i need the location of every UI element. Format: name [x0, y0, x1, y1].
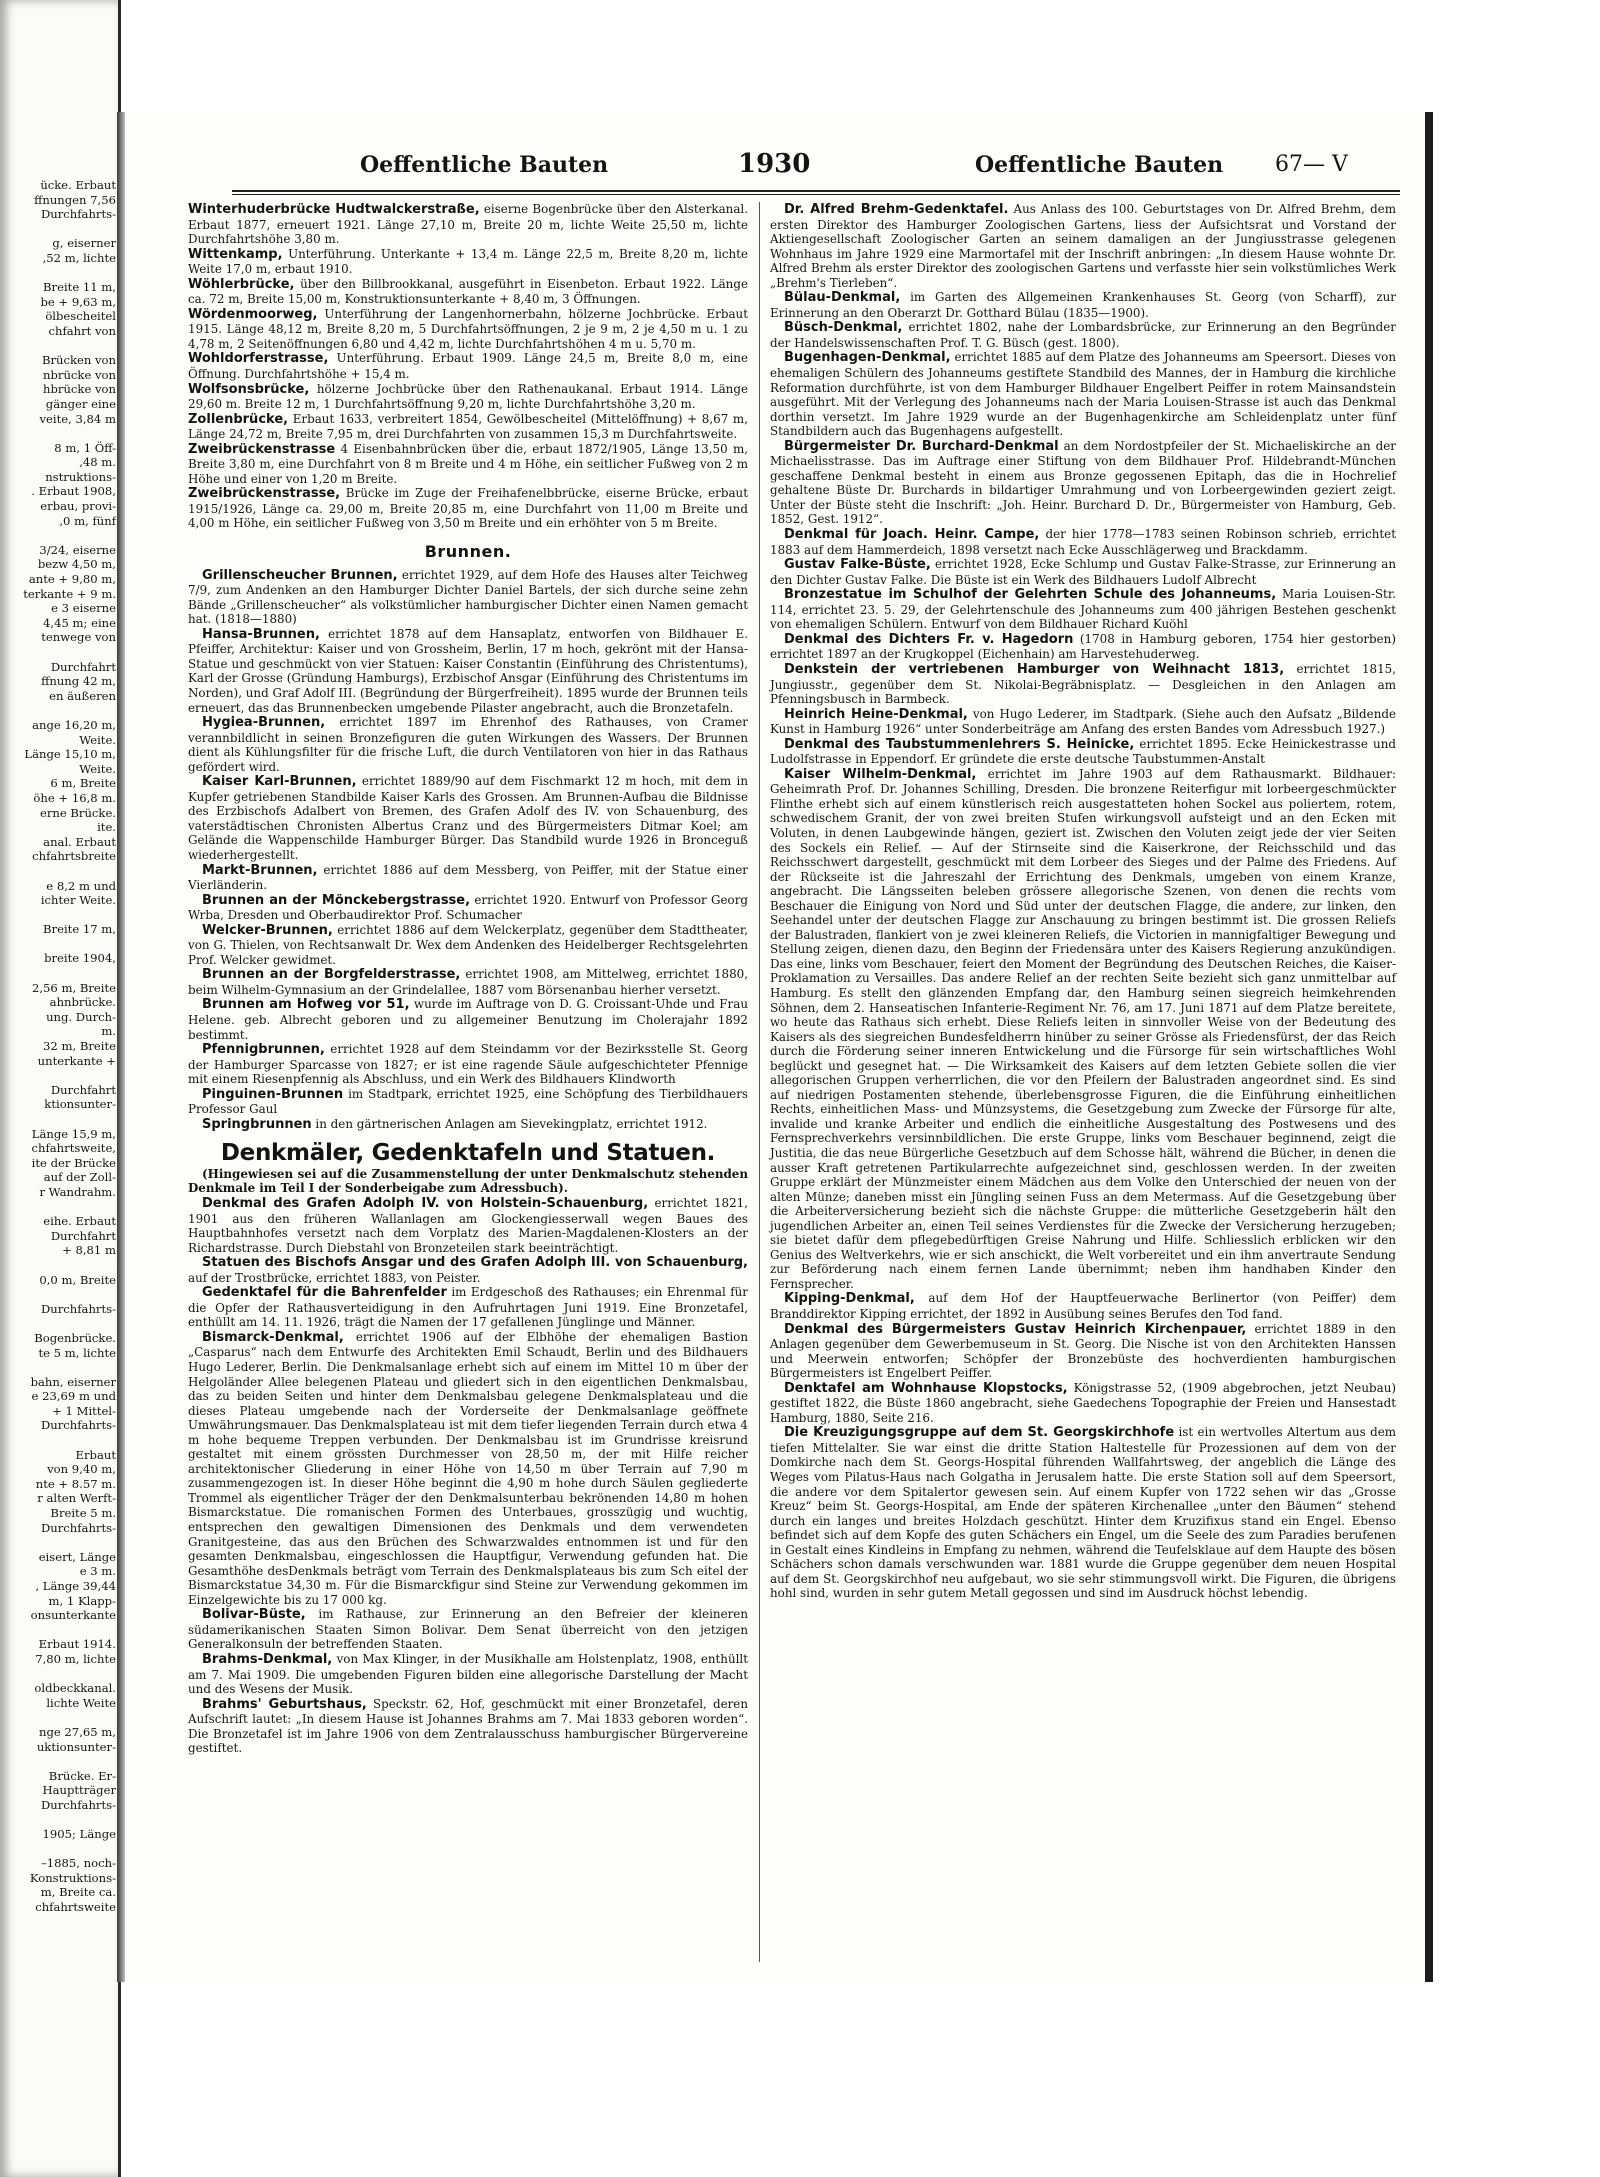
fountain-entry-text: wurde im Auftrage von D. G. Croissant-Uhde und Frau Helene. geb. Albrecht geboren und zu allgemeiner Benutzung im Cholerajahr 1892 bestimmt. [188, 997, 748, 1042]
previous-page-line: eihe. Erbaut [43, 1214, 116, 1229]
previous-page-line [4, 1842, 116, 1857]
previous-page-line: breite 1904, [44, 951, 116, 966]
previous-page-line [4, 1258, 116, 1273]
previous-page-line: 8 m, 1 Öff- [54, 440, 116, 455]
previous-page-line [4, 1710, 116, 1725]
bridge-entry-text: über den Billbrookkanal, ausgeführt in Eisenbeton. Erbaut 1922. Länge ca. 72 m, Breite 15,00 m, Konstruktionsunterkante + 8,40 m, 3 Öffnungen. [188, 276, 748, 307]
previous-page-line [4, 1068, 116, 1083]
monument-entry-text: errichtet im Jahre 1903 auf dem Rathausmarkt. Bildhauer: Geheimrath Prof. Dr. Johannes Schilling, Dresden. Die bronzene Reiterfigur mit lorbeergeschmückter Flinthe erhebt sich auf einem künstlerisch reich ausgestatteten hohen Sockel aus poliertem, rotem, schwedischem Granit, der von zwei breiten Stufen wirkungsvoll aufsteigt und an den Ecken mit Voluten, in denen Laubgewinde hängen, geziert ist. Zwischen den Voluten zeigt jede der vier Seiten des Sockels ein Relief. — Auf der Stirnseite sind die Kaiserkrone, der Reichsschild und das Reichsschwert dargestellt, geschmückt mit dem Lorbeer des Sieges und der Palme des Friedens. Auf der Rückseite ist die Jahreszahl der Errichtung des Denkmals, umgeben von einem Kranze, angebracht. Die Längsseiten beleben grössere allegorische Szenen, von denen die rechts vom Beschauer die Einigung von Nord und Süd unter der deutschen Flagge, die andere, zur linken, den Seehandel unter der deutschen Flagge zur Anschauung zu bringen bestimmt ist. Die grossen Reliefs der Balustraden, flankiert von je zwei kleineren Reliefs, die Victorien in mannigfaltiger Bewegung und Stellung zeigen, dienen dazu, den Beginn der Friedensära unter des Kaisers Regierung anzukündigen. Das eine, links vom Beschauer, feiert den Moment der Begründung des Deutschen Reiches, die Kaiser-Proklamation zu Versailles. Das andere Relief an der rechten Seite bezieht sich ganz unmittelbar auf Hamburg. Es stellt den glänzenden Empfang dar, den Hamburg seinen siegreich heimkehrenden Söhnen, dem 2. Hanseatischen Infanterie-Regiment Nr. 76, am 17. Juni 1871 auf dem Platze bereitete, wo heute das Rathaus sich erhebt. Diese Reliefs leiten in sinnvoller Weise von der Bedeutung des Kaisers als des siegreichen Bundesfeldherrn hinüber zu seiner Grösse als Friedensfürst, der das Reich durch die Förderung seiner inneren Entwickelung und die Fürsorge für sein wirtschaftliches Wohl beglückt und gesegnet hat. — Die Wirksamkeit des Kaisers auf dem letzten Gebiete sollen die vier allegorischen Gruppen verherrlichen, die vor den Pfeilern der Balustraden angeordnet sind. Es sind auf niedrigen Postamenten stehende, überlebensgrosse Figuren, die die Einführung einheitlichen Rechts, einheitlichen Mass- und Münzsystems, die Gesetzgebung zum Zwecke der Fürsorge für alte, invalide und kranke Arbeiter und endlich die einheitliche Ausgestaltung des Postwesens und des Fernsprechverkehrs versinnbildlichen. Die erste Gruppe, links vom Beschauer beginnend, zeigt die Justitia, die das neue Bürgerliche Gesetzbuch auf dem Schosse hält, während die Bücher, in denen die ausser Kraft getretenen Partikularrechte aufgezeichnet sind, geschlossen werden. In der zweiten Gruppe erklärt der Münzmeister einem Mädchen aus dem Volke den Unterschied der neuen von der alten Münze; daneben misst ein Jüngling seinen Fuss an dem Metermass. Auf die Gesetzgebung über die Arbeiterversicherung bezieht sich die nächste Gruppe: die mütterliche Gesetzgeberin hält den jugendlichen Arbeiter an, einen Teil seines Verdienstes für die Zwecke der Versicherung herzugeben; sie bietet dafür dem pflegebedürftigen Greise Nahrung und Hilfe. Schliesslich erblicken wir den Genius des Weltverkehrs, wie er sich anschickt, die Welt vorbereitet und ein ihm anvertraute Sendung zur Beförderung nach einem fernen Lande übernimmt; neben ihm handhaben Kinder den Fernsprecher. [770, 766, 1396, 1291]
previous-page-line [4, 1535, 116, 1550]
monument-entry [188, 1285, 748, 1330]
monument-entry-title: Brahms' Geburtshaus, [202, 1696, 367, 1712]
previous-page-line: anal. Erbaut [43, 834, 116, 849]
previous-page-line: ,52 m, lichte [42, 250, 116, 265]
monument-entry [770, 557, 1396, 587]
previous-page-line [4, 266, 116, 281]
previous-page-line [4, 222, 116, 237]
fountain-entry [188, 568, 748, 627]
previous-page-line: chfahrt von [48, 323, 116, 338]
previous-page-line: ffnungen 7,56 [34, 192, 116, 207]
previous-page-line [4, 645, 116, 660]
bridge-entry-title: Wördenmoorweg, [188, 306, 318, 322]
monument-entry [188, 1196, 748, 1255]
fountain-entry-text: errichtet 1886 auf dem Welckerplatz, gegenüber dem Stadttheater, von G. Thielen, von Rechtsanwalt Dr. Wex dem Andenken des Heidelberger Rechtsgelehrten Prof. Welcker gewidmet. [188, 922, 748, 967]
denkmal-heading: Denkmäler, Gedenktafeln und Statuen. [220, 1140, 716, 1167]
page-header [230, 149, 1400, 188]
previous-page-line: bezw 4,50 m, [37, 557, 116, 572]
previous-page-line: Durchfahrts- [40, 207, 116, 222]
fountain-entry-text: errichtet 1889/90 auf dem Fischmarkt 12 m hoch, mit dem in Kupfer getriebenen Standbilde Kaiser Karls des Grossen. Am Brunnen-Aufbau die Bildnisse des Erzbischofs Adalbert von Bremen, des Grafen Adolf des IV. von Schauenburg, des vaterstädtischen Chronisten Albertus Cranz und des Bürgermeisters Ditmar Koel; am Gelände die Wappenschilde Hamburger Bürger. Das Standbild wurde 1926 in Bronceguß wiederhergestellt. [188, 774, 748, 862]
bridge-entry-text: Unterführung. Erbaut 1909. Länge 24,5 m, Breite 8,0 m, eine Öffnung. Durchfahrtshöhe + 15,4 m. [188, 351, 748, 382]
bridge-entry-title: Winterhuderbrücke Hudtwalckerstraße, [188, 202, 480, 217]
previous-page-line: chfahrtsweite, [31, 1141, 116, 1156]
previous-page-line: Hauptträger [42, 1783, 116, 1798]
denkmal-list-left [188, 1196, 748, 1756]
previous-page-text [4, 178, 116, 1915]
previous-page-line: 7,80 m, lichte [35, 1651, 116, 1666]
previous-page-line: r alten Werft- [37, 1491, 116, 1506]
previous-page-line: ffnung 42 m, [41, 674, 116, 689]
previous-page-line: Erbaut 1914. [38, 1637, 116, 1652]
fountain-entry-title: Grillenscheucher Brunnen, [202, 567, 398, 583]
monument-entry-text: errichtet 1895. Ecke Heinickestrasse und Ludolfstrasse in Eppendorf. Er gründete die erste deutsche Taubstummen-Anstalt [770, 736, 1396, 767]
monument-entry-title: Bülau-Denkmal, [784, 290, 901, 306]
previous-page-line: g, eiserner [52, 236, 116, 251]
previous-page-line: Durchfahrt [50, 1082, 116, 1097]
monument-entry-title: Kipping-Denkmal, [784, 1291, 915, 1307]
monument-entry-title: Gustav Falke-Büste, [784, 557, 931, 573]
monument-entry-title: Bugenhagen-Denkmal, [784, 350, 951, 366]
fountain-entry-title: Welcker-Brunnen, [202, 922, 333, 938]
monument-entry-title: Statuen des Bischofs Ansgar und des Grafen Adolph III. von Schauenburg, [202, 1255, 748, 1271]
header-rule-thin [232, 194, 1400, 195]
previous-page-line [4, 1754, 116, 1769]
previous-page-line [4, 1200, 116, 1215]
monument-entry-text: errichtet 1906 auf der Elbhöhe der ehemaligen Bastion „Casparus“ nach dem Entwurfe des Architekten Emil Schaudt, Berlin und des Bildhauers Hugo Lederer, Berlin. Die Denkmalsanlage erhebt sich auf einem im Mittel 10 m über der Helgoländer Allee belegenen Plateau und gliedert sich in den eigentlichen Denkmalsbau, das zu beiden Seiten und hinter dem Denkmalsbau gelegene Denkmalsplateau und die dieses Plateau umgebende nach der Vorderseite der Denkmalsanlage geöffnete Umwährungsmauer. Das Denkmalsplateau ist mit dem tiefer liegenden Terrain durch etwa 4 m hohe bequeme Treppen verbunden. Der Denkmalsbau ist im Grundrisse kreisrund gestaltet mit einem grössten Durchmesser von 28,50 m, der mit Hilfe reicher architektonischer Gliederung in einer Höhe von 14,50 m über Terrain auf 7,90 m zusammengezogen ist. In dieser Höhe beginnt die 4,90 m hohe durch Säulen gegliederte Trommel als eigentlicher Träger der den Denkmalsunterbau bekrönenden 14,80 m hohen Bismarckstatue. Die romanischen Formen des Unterbaues, grosszügig und wuchtig, entsprechen den gewaltigen Dimensionen des Denkmals und dem verwendeten Granitgesteine, das aus den Brüchen des Schwarzwaldes entnommen ist und für den gesamten Denkmalsbau, eingeschlossen die Hauptfigur, Verwendung gefunden hat. Die Gesamthöhe desDenkmals beträgt vom Terrain des Denkmalsplateaus bis zum Sch eitel der Bismarckstatue 34,30 m. Für die Bismarckfigur sind Steine zur Verwendung gekommen im Einzelgewichte bis zu 17 000 kg. [188, 1329, 748, 1607]
previous-page-line [4, 864, 116, 879]
previous-page-line: bahn, eiserner [30, 1374, 116, 1389]
fountain-entry [188, 923, 748, 968]
previous-page-line: be + 9,63 m, [40, 294, 116, 309]
previous-page-line: Brücken von [41, 353, 116, 368]
monument-entry-title: Brahms-Denkmal, [202, 1651, 333, 1667]
previous-page-line: ,48 m. [79, 455, 116, 470]
header-right-title: Oeffentliche Bauten [975, 152, 1224, 178]
previous-page-line: Breite 11 m, [43, 280, 116, 295]
previous-page-line: Länge 15,10 m, [24, 747, 116, 762]
brunnen-heading: Brunnen. [424, 542, 512, 562]
bridge-entry [188, 277, 748, 307]
fountain-entry-text: errichtet 1920. Entwurf von Professor Georg Wrba, Dresden und Oberbaudirektor Prof. Schumacher [188, 892, 748, 923]
fountain-entry-text: errichtet 1908, am Mittelweg, errichtet 1880, beim Wilhelm-Gymnasium an der Grindelallee, 1887 vom Börsenanbau hierher versetzt. [188, 967, 748, 997]
previous-page-line [4, 1360, 116, 1375]
monument-entry [188, 1330, 748, 1607]
fountain-entry-title: Hansa-Brunnen, [202, 626, 320, 642]
monument-entry-title: Denkmal des Bürgermeisters Gustav Heinrich Kirchenpauer, [784, 1321, 1247, 1337]
monument-entry [770, 767, 1396, 1292]
previous-page-line: 3/24, eiserne [39, 542, 116, 557]
previous-page-line: ante + 9,80 m, [28, 572, 116, 587]
previous-page-line: ite. [97, 820, 116, 835]
previous-page-line [4, 528, 116, 543]
bridge-entry-text: Brücke im Zuge der Freihafenelbbrücke, eiserne Brücke, erbaut 1915/1926, Länge ca. 29,00 m, Breite 20,85 m, eine Durchfahrt von 11,00 m Breite und 4,00 m Höhe, ein seitlicher Fußweg von 3,50 m Breite und ein erhöhter von 5 m Breite. [188, 486, 748, 531]
fountain-entry-title: Pinguinen-Brunnen [202, 1086, 344, 1102]
monument-entry-title: Dr. Alfred Brehm-Gedenktafel. [784, 202, 1009, 217]
bridge-entry-title: Zollenbrücke, [188, 411, 289, 427]
previous-page-line: Breite 17 m, [43, 922, 116, 937]
fountain-entry [188, 893, 748, 923]
fountain-entry [188, 1117, 748, 1133]
fountain-entry [188, 1042, 748, 1087]
fountain-entry-text: errichtet 1929, auf dem Hofe des Hauses alter Teichweg 7/9, zum Andenken an den Hamburger Dichter Daniel Bartels, der sich durche seine zehn Bände „Grillenscheucher“ als volkstümlicher hamburgischer Dichter einen Namen gemacht hat. (1818—1880) [188, 567, 748, 627]
monument-entry-text: errichtet 1885 auf dem Platze des Johanneums am Speersort. Dieses von ehemaligen Schülern des Johanneums gestiftete Standbild des Mannes, der in Hamburg die kirchliche Reformation durchführte, ist von dem Hamburger Bildhauer Engelbert Peiffer in rotem Mainsandstein ausgeführt. Mit der Verlegung des Johanneums nach der Maria Louisen-Strasse ist auch das Denkmal dorthin versetzt. Im Jahre 1929 wurde an der Bugenhagenkirche am Schleidenplatz unter fünf Standbildern auch das Bugenhagens aufgestellt. [770, 350, 1396, 439]
previous-page-line [4, 908, 116, 923]
monument-entry [770, 320, 1396, 350]
bridge-entry-text: eiserne Bogenbrücke über den Alsterkanal. Erbaut 1877, erneuert 1921. Länge 27,10 m, Breite 20 m, lichte Weite 25,50 m, lichte Durchfahrtshöhe 3,80 m. [188, 202, 749, 247]
bridge-entry-text: 4 Eisenbahnbrücken über die, erbaut 1872/1905, Länge 13,50 m, Breite 3,80 m, eine Durchfahrt von 8 m Breite und 4 m Höhe, ein seitlicher Fußweg von 2 m Höhe und einer von 1,20 m Breite. [188, 441, 748, 486]
previous-page-line: te 5 m, lichte [38, 1345, 116, 1360]
previous-page-line: gänger eine [45, 396, 116, 411]
previous-page-line: öhe + 16,8 m. [33, 790, 116, 805]
previous-page-line: eisert, Länge [38, 1549, 116, 1564]
bridge-entry-title: Zweibrückenstrasse [188, 441, 336, 457]
monument-entry [770, 1322, 1396, 1381]
column-separator [759, 202, 760, 1962]
bridge-entry [188, 247, 748, 277]
fountain-entry-title: Brunnen an der Borgfelderstrasse, [202, 967, 461, 983]
previous-page-line: Weite. [79, 732, 116, 747]
bridge-entry-text: Unterführung der Langenhornerbahn, hölzerne Jochbrücke. Erbaut 1915. Länge 48,12 m, Breite 8,20 m, 5 Durchfahrtsöffnungen, 2 je 9 m, 2 je 4,50 m u. 1 zu 4,78 m, 2 Seitenöffnungen 6,80 und 4,42 m, lichte Durchfahrtshöhen 4 m u. 5,70 m. [188, 306, 748, 351]
previous-page-line: ange 16,20 m, [32, 717, 116, 732]
monument-entry [770, 1291, 1396, 1321]
fountain-entry [188, 774, 748, 862]
previous-page-line: ite der Brücke [31, 1155, 116, 1170]
fountain-entry-title: Pfennigbrunnen, [202, 1042, 325, 1058]
monument-entry-title: Bolivar-Büste, [202, 1607, 306, 1623]
monument-entry-text: auf dem Hof der Hauptfeuerwache Berlinertor (von Peiffer) dem Branddirektor Kipping errichtet, der 1892 in Ausübung seines Berufes den Tod fand. [770, 1291, 1396, 1322]
monument-entry [770, 350, 1396, 438]
previous-page-line [4, 703, 116, 718]
previous-page-line: ahnbrücke. [49, 995, 116, 1010]
bridge-entry [188, 442, 748, 487]
previous-page-line: Konstruktions- [29, 1870, 116, 1885]
left-column [188, 202, 748, 1756]
previous-page-line [4, 1433, 116, 1448]
previous-page-line: 0,0 m, Breite [39, 1272, 116, 1287]
monument-entry [770, 527, 1396, 557]
previous-page-line: m, Breite ca. [40, 1885, 116, 1900]
fountain-entry [188, 863, 748, 893]
monument-entry-text: (1708 in Hamburg geboren, 1754 hier gestorben) errichtet 1897 an der Krugkoppel (Eichenhain) am Harvestehuderweg. [770, 631, 1396, 662]
previous-page-line: onsunterkante [30, 1608, 116, 1623]
monument-entry [770, 737, 1396, 767]
previous-page-line: uktionsunter- [36, 1739, 116, 1754]
denkmal-note: (Hingewiesen sei auf die Zusammenstellung der unter Denkmalschutz stehenden Denkmale im Teil I der Sonderbeigabe zum Adressbuch). [188, 1166, 748, 1196]
previous-page-line: auf der Zoll- [43, 1170, 116, 1185]
previous-page-line: ücke. Erbaut [40, 178, 116, 192]
previous-page-line: m, 1 Klapp- [48, 1593, 116, 1608]
monument-entry [770, 587, 1396, 632]
previous-page-line [4, 426, 116, 441]
previous-page-line [4, 1813, 116, 1828]
bridge-entry-text: Erbaut 1633, verbreitert 1854, Gewölbescheitel (Mittelöffnung) + 8,67 m, Länge 24,72 m, Breite 7,95 m, drei Durchfahrten von zusammen 15,3 m Durchfahrtsweite. [188, 411, 748, 442]
previous-page-line: lichte Weite [46, 1695, 116, 1710]
fountain-entry [188, 627, 748, 715]
monument-entry-title: Bismarck-Denkmal, [202, 1329, 344, 1345]
monument-entry-title: Bronzestatue im Schulhof der Gelehrten Schule des Johanneums, [784, 587, 1277, 603]
bridge-entry [188, 382, 748, 412]
monument-entry-title: Denkstein der vertriebenen Hamburger von Weihnacht 1813, [784, 661, 1285, 677]
fountain-entry-text: errichtet 1897 im Ehrenhof des Rathauses, von Cramer verannbildlicht in seinen Bronzefiguren die guten Wirkungen des Wassers. Der Brunnen dient als Kühlungsfilter für die frische Luft, die durch Ventilatoren von hier in das Rathaus gefördert wird. [188, 715, 748, 774]
previous-page-line: ölbescheitel [45, 309, 116, 324]
monument-entry [188, 1255, 748, 1285]
header-left-title: Oeffentliche Bauten [360, 152, 609, 178]
previous-page-line: Länge 15,9 m, [31, 1126, 116, 1141]
fountain-entry [188, 967, 748, 997]
fountain-entry-title: Hygiea-Brunnen, [202, 715, 326, 731]
previous-page-line: Breite 5 m. [50, 1506, 116, 1521]
header-page-number: 67— V [1275, 152, 1348, 177]
previous-page-line: + 8,81 m [62, 1243, 116, 1258]
monument-entry-title: Bürgermeister Dr. Burchard-Denkmal [784, 438, 1059, 454]
fountain-entry-title: Kaiser Karl-Brunnen, [202, 774, 357, 790]
previous-page-line: nbrücke von [43, 367, 116, 382]
monument-entry-text: von Hugo Lederer, im Stadtpark. (Siehe auch den Aufsatz „Bildende Kunst in Hamburg 1926“ unter Sonderbeiträge am Anfang des ersten Bandes vom Adressbuch 1927.) [770, 706, 1396, 737]
previous-page-line: chfahrtsweite [35, 1900, 116, 1915]
previous-page-line: e 3 eiserne [51, 601, 116, 616]
previous-page-line: . Erbaut 1908, [31, 484, 116, 499]
previous-page-line: chfahrtsbreite [32, 849, 116, 864]
monument-entry-title: Büsch-Denkmal, [784, 320, 903, 336]
monument-entry-text: errichtet 1889 in den Anlagen gegenüber dem Gewerbemuseum in St. Georg. Die Nische ist von den Architekten Hanssen und Meerwein entworfen; Schöpfer der Bronzebüste des hochverdienten hamburgischen Bürgermeisters ist Engelbert Peiffer. [770, 1321, 1396, 1381]
previous-page-line: nge 27,65 m, [39, 1724, 116, 1739]
fountain-entry-text: errichtet 1878 auf dem Hansaplatz, entworfen von Bildhauer E. Pfeiffer, Architektur: Kaiser und von Grossheim, Berlin, 17 m hoch, gekrönt mit der Hansa-Statue und geschmückt von vier Statuen: Kaiser Constantin (Einführung des Christentums), Karl der Grosse (Gründung Hamburgs), Erzbischof Ansgar (Einführung des Christentums im Norden), und Graf Adolf III. (Begründung der Bürgerfreiheit). 1895 wurde der Brunnen teils erneuert, das das Brunnenbecken umgebende Pilaster angebracht, auch die Bronzetafeln. [188, 626, 748, 715]
previous-page-line: 2,56 m, Breite [31, 980, 116, 995]
monument-entry-text: Maria Louisen-Str. 114, errichtet 23. 5. 29, der Gelehrtenschule des Johanneums zum 400 jährigen Bestehen geschenkt von ehemaligen Schülern. Entwurf von dem Bildhauer Richard Kuöhl [770, 587, 1396, 632]
previous-page-line [4, 937, 116, 952]
previous-page-line: ung. Durch- [46, 1009, 116, 1024]
fountain-entry-text: errichtet 1928 auf dem Steindamm vor der Bezirksstelle St. Georg der Hamburger Sparcasse von 1827; er ist eine ragende Säule aufgeschichteter Pfennige mit einem Riesenpfennig als Abschluss, und ein Werk des Bildhauers Klindworth [188, 1042, 748, 1087]
monument-entry-text: Königstrasse 52, (1909 abgebrochen, jetzt Neubau) gestiftet 1822, die Büste 1860 angebracht, siehe Gaedechens Topographie der Freien und Hansestadt Hamburg, 1880, Seite 216. [770, 1380, 1397, 1425]
previous-page-line: 32 m, Breite [43, 1039, 116, 1054]
bridge-entry-text: Unterführung. Unterkante + 13,4 m. Länge 22,5 m, Breite 8,20 m, lichte Weite 17,0 m, erbaut 1910. [188, 246, 748, 277]
previous-page-line: Brücke. Er- [48, 1768, 116, 1783]
monument-entry [770, 290, 1396, 320]
monument-entry [770, 439, 1396, 527]
previous-page-line: ,0 m, fünf [59, 513, 116, 528]
previous-page-line: Durchfahrts- [40, 1301, 116, 1316]
bridge-entry-title: Wittenkamp, [188, 246, 283, 262]
previous-page-line: e 23,69 m und [31, 1389, 116, 1404]
previous-page-line: erbau, provi- [40, 499, 116, 514]
previous-page-line: r Wandrahm. [39, 1184, 116, 1199]
bridge-entry [188, 202, 748, 247]
fountain-entry-text: errichtet 1886 auf dem Messberg, von Peiffer, mit der Statue einer Vierländerin. [188, 862, 748, 893]
monument-entry-title: Kaiser Wilhelm-Denkmal, [784, 766, 977, 782]
fountain-entry [188, 1087, 748, 1117]
previous-page-line: 6 m, Breite [50, 776, 116, 791]
monument-entry-title: Denkmal für Joach. Heinr. Campe, [784, 527, 1040, 543]
bridge-entry [188, 351, 748, 381]
monument-entry-title: Denkmal des Grafen Adolph IV. von Holstein-Schauenburg, [202, 1196, 649, 1211]
header-year: 1930 [738, 149, 811, 179]
previous-page-line [4, 1316, 116, 1331]
bridge-entry [188, 486, 748, 531]
previous-page-line [4, 1667, 116, 1682]
bridges-list [188, 202, 748, 531]
monument-entry [770, 1381, 1396, 1426]
monument-entry-text: im Erdgeschoß des Rathauses; ein Ehrenmal für die Opfer der Rathausverteidigung in den Aufruhrtagen Juni 1919. Eine Bronzetafel, enthüllt am 14. 11. 1926, trägt die Namen der 17 gefallenen Jünglinge und Männer. [188, 1285, 748, 1330]
monument-entry-text: der hier 1778—1783 seinen Robinson schrieb, errichtet 1883 auf dem Hammerdeich, 1898 versetzt nach Ecke Ausschlägerweg und Brackdamm. [770, 527, 1396, 557]
fountain-entry-title: Markt-Brunnen, [202, 862, 318, 878]
previous-page-line [4, 966, 116, 981]
bridge-entry-text: hölzerne Jochbrücke über den Rathenaukanal. Erbaut 1914. Länge 29,60 m. Breite 12 m, 1 Durchfahrtsöffnung 9,20 m, lichte Durchfahrtshöhe 3,20 m. [188, 381, 748, 412]
previous-page-line: terkante + 9 m. [23, 586, 116, 601]
monument-entry [188, 1697, 748, 1756]
previous-page-line: 1905; Länge [42, 1827, 116, 1842]
fountain-entry-title: Brunnen an der Mönckebergstrasse, [202, 892, 471, 908]
previous-page-line: + 1 Mittel- [52, 1403, 116, 1418]
bridge-entry-title: Wohldorferstrasse, [188, 351, 329, 367]
previous-page-line [4, 1623, 116, 1638]
monument-entry-text: ist ein wertvolles Altertum aus dem tiefen Mittelalter. Sie war einst die dritte Station Haltestelle für Prozessionen auf dem von der Domkirche nach dem St. Georgs-Hospital führenden Wallfahrtsweg, der angeblich die Länge des Weges vom Pilatus-Haus nach Golgatha in Jerusalem hatte. Die erste Station soll auf dem Speersort, die andere vor dem Spitalertor gewesen sein. Auf einem Kupfer von 1722 sehen wir das „Grosse Kreuz“ beim St. Georgs-Hospital, am Ende der späteren Kirchenallee „unter den Bäumen“ stehend durch ein langes und breites Holzdach geschützt. Hinter dem Kruzifixus stand ein Engel. Ebenso befindet sich auf dem Kopfe des guten Schächers ein Engel, um die Seele des zum Paradies berufenen in Gestalt eines Kindleins in Empfang zu nehmen, während die Teufelsklaue auf dem Haupte des bösen Schächers schon damals verschwunden war. 1881 wurde die Gruppe gegenüber dem neuen Hospital auf dem St. Georgskirchhof neu aufgebaut, wo sie sehr stimmungsvoll wirkt. Die Figuren, die übrigens hohl sind, wurden in sehr gutem Metall gegossen und sind im Ausdruck höchst lebendig. [770, 1425, 1397, 1601]
previous-page-line: , Länge 39,44 [35, 1579, 116, 1593]
monument-entry-title: Denkmal des Taubstummenlehrers S. Heinicke, [784, 736, 1135, 752]
monument-entry-title: Heinrich Heine-Denkmal, [784, 706, 968, 722]
monument-entry-title: Denkmal des Dichters Fr. v. Hagedorn [784, 631, 1074, 647]
fountain-entry-text: im Stadtpark, errichtet 1925, eine Schöpfung des Tierbildhauers Professor Gaul [188, 1086, 748, 1117]
right-column [770, 202, 1396, 1601]
fountain-entry-title: Brunnen am Hofweg vor 51, [202, 997, 410, 1013]
previous-page-line: nte + 8.57 m. [35, 1476, 116, 1491]
previous-page-line: e 8,2 m und [46, 878, 116, 893]
previous-page-line: erne Brücke. [39, 805, 116, 820]
previous-page-line: veite, 3,84 m [39, 411, 116, 426]
monument-entry [770, 1425, 1396, 1601]
monument-entry [770, 707, 1396, 737]
monument-entry [770, 632, 1396, 662]
monument-entry-text: von Max Klinger, in der Musikhalle am Holstenplatz, 1908, enthüllt am 7. Mai 1909. Die umgebenden Figuren bilden eine allegorische Darstellung der Macht und des Wesens der Musik. [188, 1651, 748, 1697]
monument-entry-text: errichtet 1821, 1901 aus den früheren Wallanlagen am Glockengiesserwall wegen Baues des Hauptbahnhofes versetzt nach dem Vorplatz des Marien-Magdalenen-Klosters an der Richardstrasse. Durch Diebstahl von Bronzeteilen stark beeinträchtigt. [188, 1196, 749, 1255]
monument-entry [770, 662, 1396, 707]
previous-page-line: oldbeckkanal. [34, 1681, 116, 1696]
monument-entry-text: an dem Nordostpfeiler der St. Michaeliskirche an der Michaelisstrasse. Das im Auftrage einer Stiftung von dem Bildhauer Prof. Hildebrandt-München geschaffene Denkmal besteht in einem aus Bronze gegossenen Epitaph, das die in Hochrelief gehaltene Büste Dr. Burchards in bildartiger Umrahmung und von Lorbeergewinden geziert zeigt. Unter der Büste steht die Inschrift: „Joh. Heinr. Burchard D. Dr., Bürgermeister von Hamburg, Geb. 1852, Gest. 1912“. [770, 438, 1396, 527]
monument-entry-title: Gedenktafel für die Bahrenfelder [202, 1285, 447, 1301]
denkmal-list-right [770, 202, 1396, 1601]
previous-page-line: Durchfahrts- [40, 1418, 116, 1433]
monument-entry-text: auf der Trostbrücke, errichtet 1883, von Peister. [188, 1270, 481, 1285]
bridge-entry [188, 412, 748, 442]
monument-entry-text: im Rathause, zur Erinnerung an den Befreier der kleineren südamerikanischen Staaten Simon Bolivar. Dem Senat überreicht von den jetzigen Generalkonsuln der betreffenden Staaten. [188, 1607, 748, 1652]
monument-entry [188, 1652, 748, 1697]
monument-entry-text: errichtet 1802, nahe der Lombardsbrücke, zur Erinnerung an den Begründer der Handelswissenschaften Prof. T. G. Büsch (gest. 1800). [770, 320, 1396, 350]
fountain-entry-title: Springbrunnen [202, 1116, 312, 1132]
monument-entry-title: Denktafel am Wohnhause Klopstocks, [784, 1380, 1068, 1396]
previous-page-line: tenwege von [41, 630, 116, 645]
previous-page-line: Weite. [79, 761, 116, 776]
monument-entry-text: errichtet 1928, Ecke Schlump und Gustav Falke-Strasse, zur Erinnerung an den Dichter Gustav Falke. Die Büste ist ein Werk des Bildhauers Ludolf Albrecht [770, 557, 1396, 587]
previous-page-line: Durchfahrts- [40, 1520, 116, 1535]
bridge-entry-title: Wolfsonsbrücke, [188, 381, 310, 397]
monument-entry-text: im Garten des Allgemeinen Krankenhauses St. Georg (von Scharff), zur Erinnerung an den Oberarzt Dr. Gotthard Bülau (1835—1900). [770, 290, 1396, 320]
fountain-entry-text: in den gärtnerischen Anlagen am Sievekingplatz, errichtet 1912. [311, 1116, 708, 1131]
monument-entry [770, 202, 1396, 290]
previous-page-line: 4,45 m; eine [43, 615, 116, 630]
previous-page-line: Bogenbrücke. [34, 1330, 116, 1345]
previous-page-line: Durchfahrts- [40, 1797, 116, 1812]
fountain-entry [188, 715, 748, 774]
previous-page-line: ichter Weite. [40, 893, 116, 908]
previous-page-line: unterkante + [37, 1053, 116, 1068]
monument-entry [188, 1607, 748, 1652]
bridge-entry-title: Wöhlerbrücke, [188, 276, 295, 292]
previous-page-edge [0, 0, 121, 2177]
previous-page-line: Durchfahrt [50, 659, 116, 674]
monument-entry-title: Die Kreuzigungsgruppe auf dem St. Georgskirchhofe [784, 1425, 1175, 1441]
previous-page-line [4, 339, 116, 354]
header-rule [232, 190, 1400, 192]
previous-page-line: von 9,40 m, [47, 1462, 116, 1477]
monument-entry-text: Speckstr. 62, Hof, geschmückt mit einer Bronzetafel, deren Aufschrift lautet: „In diesem Hause ist Johannes Brahms am 7. Mai 1833 geboren worden“. Die Bronzetafel ist im Jahre 1906 von dem Zentralausschuss hamburgischer Bürgervereine gestiftet. [188, 1696, 748, 1756]
previous-page-line [4, 1287, 116, 1302]
previous-page-line: nstruktions- [45, 469, 116, 484]
previous-page-line: ktionsunter- [44, 1097, 116, 1112]
previous-page-line: en äußeren [49, 688, 116, 703]
previous-page-line: hbrücke von [43, 382, 116, 397]
monument-entry-text: errichtet 1815, Jungiusstr., gegenüber dem St. Nikolai-Begräbnisplatz. — Desgleichen in den Anlagen am Pfenningsbusch in Barmbeck. [770, 661, 1397, 707]
previous-page-line: –1885, noch- [41, 1856, 116, 1871]
previous-page-line: e 3 m. [79, 1564, 116, 1579]
bridge-entry-title: Zweibrückenstrasse, [188, 486, 341, 502]
previous-page-line: Erbaut [75, 1447, 116, 1462]
previous-page-line: Durchfahrt [50, 1228, 116, 1243]
monument-entry-text: Aus Anlass des 100. Geburtstages von Dr. Alfred Brehm, dem ersten Direktor des Hamburger Zoologischen Gartens, liess der Aufsichtsrat und Vorstand der Aktiengesellschaft Zoologischer Garten an seinem damaligen an der Jungiusstrasse gelegenen Wohnhaus im Jahre 1929 eine Marmortafel mit der Inschrift anbringen: „In diesem Hause wohnte Dr. Alfred Brehm als erster Direktor des zoologischen Gartens und verfasste hier sein volkstümliches Werk „Brehm's Tierleben“. [770, 202, 1396, 290]
bridge-entry [188, 307, 748, 352]
brunnen-list [188, 568, 748, 1133]
previous-page-line [4, 1112, 116, 1127]
fountain-entry [188, 997, 748, 1042]
previous-page-line: m. [101, 1024, 116, 1039]
